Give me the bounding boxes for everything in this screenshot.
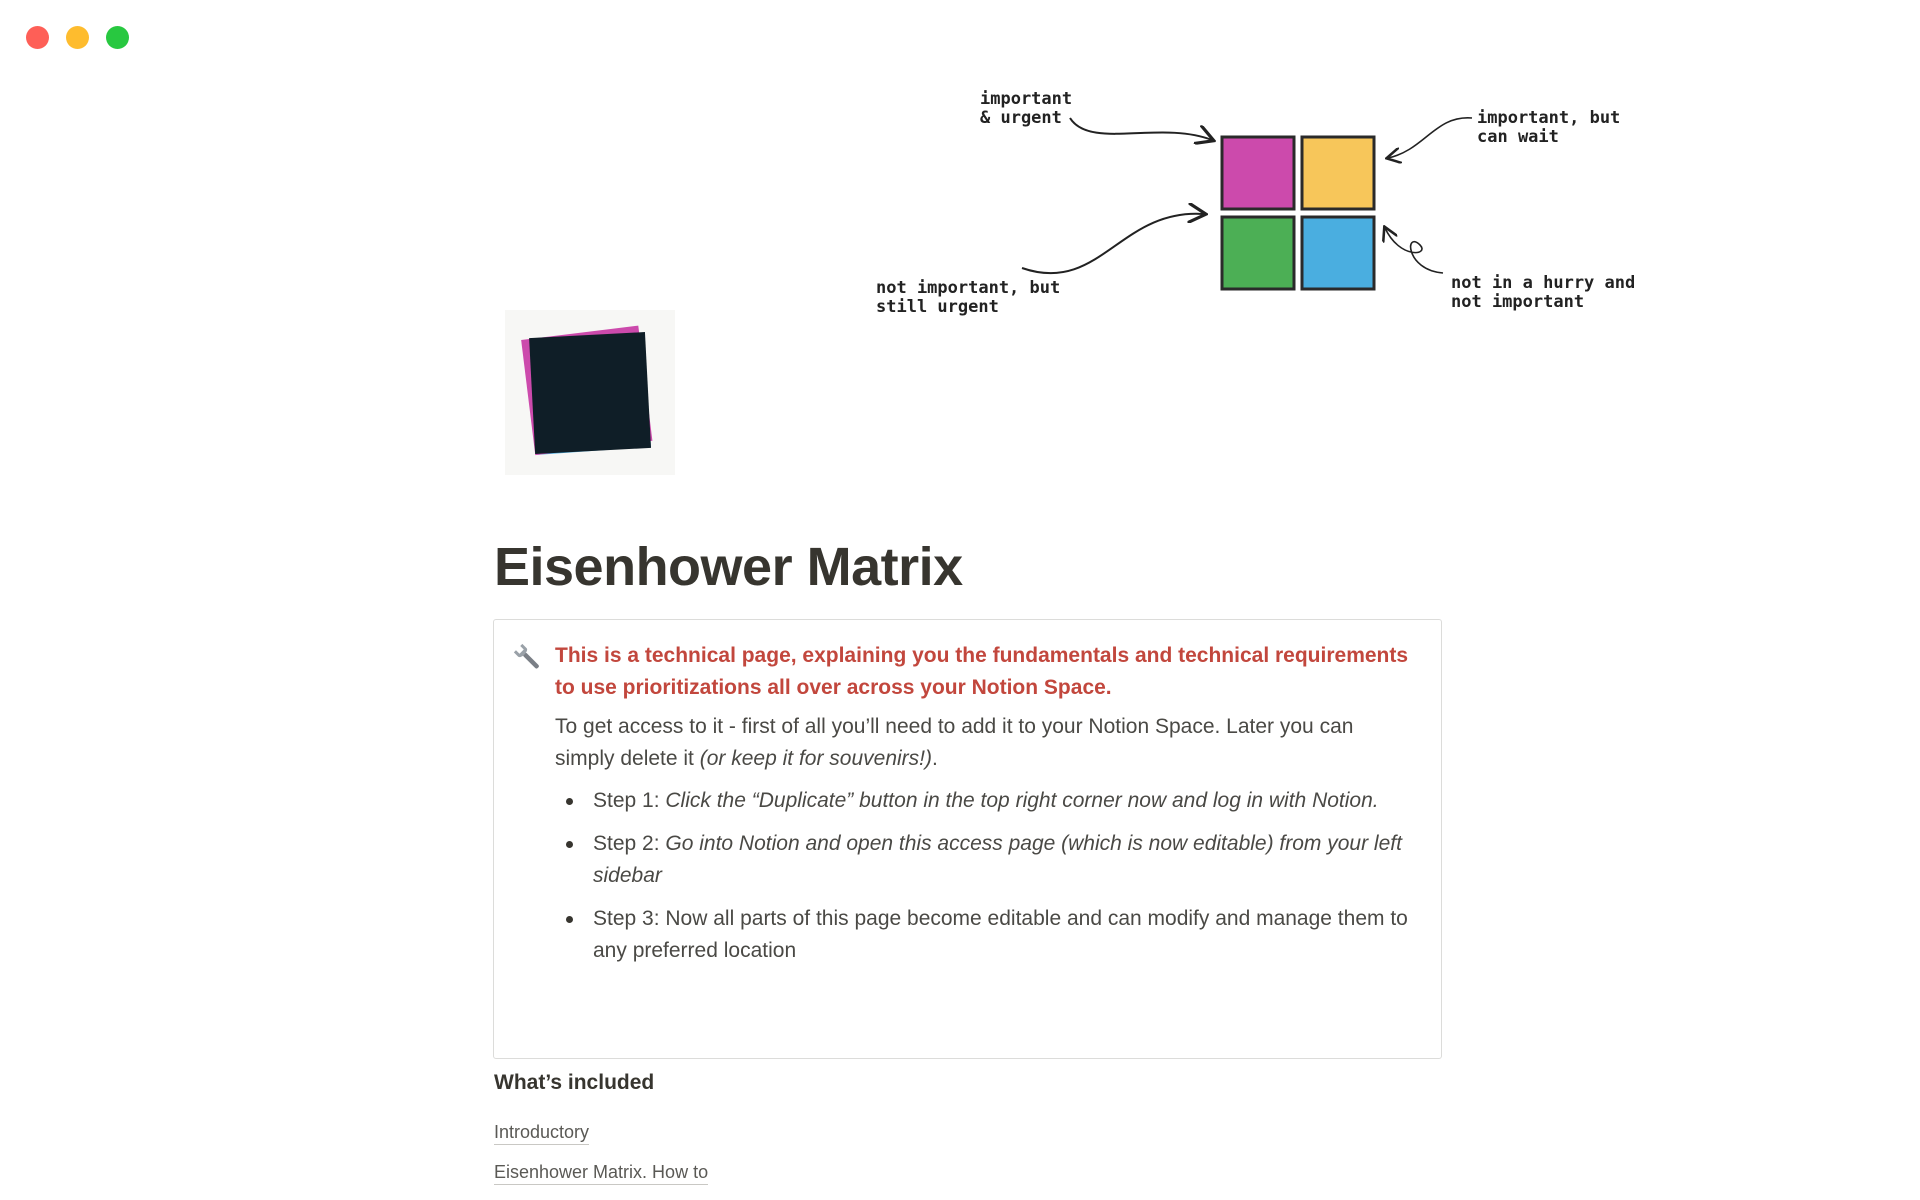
quadrant-not-important-not-urgent [1302, 217, 1374, 289]
label-important-urgent-line2: & urgent [980, 108, 1062, 128]
window-controls [26, 26, 129, 49]
label-important-urgent-line1: important [980, 89, 1073, 109]
steps-list [555, 785, 1417, 967]
step-label: Step 2: [593, 832, 666, 855]
page-title: Eisenhower Matrix [494, 537, 963, 597]
section-heading-whats-included: What’s included [494, 1071, 655, 1094]
callout-block [493, 619, 1442, 1059]
arrow-bottom-right [1385, 228, 1443, 273]
arrow-bottom-left [1022, 214, 1204, 274]
list-item-step-2 [555, 828, 1417, 892]
callout-text-plain: To get access to it - first of all you’ll need to add it to your Notion Space. Later you can simply delete it [555, 715, 1354, 770]
close-window-button[interactable] [26, 26, 49, 49]
label-important-can-wait-line2: can wait [1477, 127, 1559, 147]
wrench-icon [512, 642, 544, 674]
list-item-step-1 [555, 785, 1417, 817]
link-introductory[interactable]: Introductory [494, 1122, 589, 1145]
label-not-important-urgent-line2: still urgent [876, 297, 999, 317]
label-not-important-urgent-line1: not important, but [876, 278, 1061, 298]
page-icon[interactable] [505, 310, 675, 475]
label-not-hurry-line2: not important [1451, 292, 1585, 312]
step-label: Step 3: [593, 907, 666, 930]
label-not-hurry-line1: not in a hurry and [1451, 273, 1636, 293]
callout-text [555, 711, 1417, 775]
callout-text-italic: (or keep it for souvenirs!) [699, 747, 932, 770]
step-italic-text: Click the “Duplicate” button in the top right corner now and log in with Notion. [665, 789, 1379, 812]
minimize-window-button[interactable] [66, 26, 89, 49]
link-eisenhower-how-to[interactable]: Eisenhower Matrix. How to [494, 1162, 708, 1185]
callout-heading: This is a technical page, explaining you the fundamentals and technical requirements to use prioritizations all over across your Notion Space. [555, 644, 1409, 699]
list-item-step-3 [555, 903, 1417, 967]
step-italic-text: Go into Notion and open this access page (which is now editable) from your left sidebar [593, 832, 1402, 887]
arrow-top-left [1070, 118, 1212, 140]
matrix-quadrants [1222, 137, 1374, 289]
callout-text-end: . [932, 747, 938, 770]
quadrant-important-not-urgent [1302, 137, 1374, 209]
step-label: Step 1: [593, 789, 666, 812]
cover-image [860, 80, 1660, 330]
quadrant-not-important-urgent [1222, 217, 1294, 289]
quadrant-important-urgent [1222, 137, 1294, 209]
arrow-top-right [1388, 118, 1472, 158]
label-important-can-wait-line1: important, but [1477, 108, 1621, 128]
maximize-window-button[interactable] [106, 26, 129, 49]
step-plain-text: Now all parts of this page become editable and can modify and manage them to any preferred location [593, 907, 1408, 962]
